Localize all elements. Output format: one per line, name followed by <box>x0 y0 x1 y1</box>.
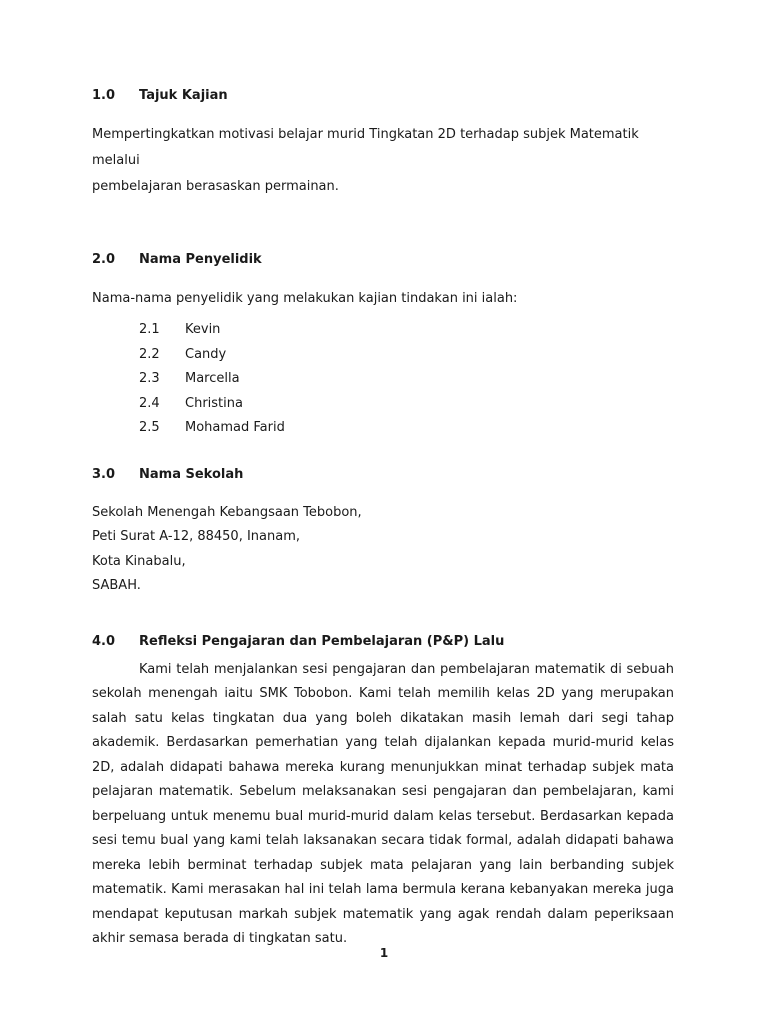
body-line: pembelajaran berasaskan permainan. <box>92 179 339 194</box>
section-2-heading <box>92 250 674 270</box>
section-1-body <box>92 122 674 200</box>
section-4-body: Kami telah menjalankan sesi pengajaran dan pembelajaran matematik di sebuah sekolah menengah iaitu SMK Tobobon. Kami telah memilih kelas 2D yang merupakan salah satu kelas tingkatan dua yang boleh dikatakan masih lemah dari segi tahap akademik. Berdasarkan pemerhatian yang telah dijalankan kepada murid-murid kelas 2D, adalah didapati bahawa mereka kurang menunjukkan minat terhadap subjek mata pelajaran matematik. Sebelum melaksanakan sesi pengajaran dan pembelajaran, kami berpeluang untuk menemu bual murid-murid dalam kelas tersebut. Berdasarkan kepada sesi temu bual yang kami telah laksanakan secara tidak formal, adalah didapati bahawa mereka lebih berminat terhadap subjek mata pelajaran yang lain berbanding subjek matematik. Kami merasakan hal ini telah lama bermula kerana kebanyakan mereka juga mendapat keputusan markah subjek matematik yang agak rendah dalam peperiksaan akhir semasa berada di tingkatan satu. <box>92 661 674 946</box>
page-number: 1 <box>379 946 389 960</box>
section-number: 2.0 <box>92 252 116 267</box>
section-1-heading <box>92 86 674 106</box>
document-page <box>92 86 674 952</box>
body-line: Mempertingkatkan motivasi belajar murid Tingkatan 2D terhadap subjek Matematik melalui <box>92 127 639 168</box>
address-line: Sekolah Menengah Kebangsaan Tebobon, <box>92 504 362 520</box>
list-item <box>139 343 674 368</box>
section-number: 4.0 <box>92 633 116 649</box>
list-item-number: 2.2 <box>139 346 160 362</box>
list-item <box>139 392 674 417</box>
section-number: 1.0 <box>92 88 116 103</box>
researcher-name: Candy <box>185 346 227 362</box>
list-item <box>139 416 674 441</box>
address-line: Peti Surat A-12, 88450, Inanam, <box>92 529 301 544</box>
list-item-number: 2.1 <box>139 322 160 337</box>
list-item-number: 2.3 <box>139 371 160 386</box>
list-item <box>139 367 674 392</box>
section-title: Nama Penyelidik <box>139 252 262 267</box>
list-item <box>139 318 674 343</box>
school-address <box>92 501 674 599</box>
section-title: Tajuk Kajian <box>139 88 228 103</box>
section-4-heading <box>92 632 674 652</box>
section-title: Nama Sekolah <box>139 466 244 482</box>
researcher-name: Marcella <box>185 371 240 386</box>
list-item-number: 2.4 <box>139 395 160 411</box>
address-line: Kota Kinabalu, <box>92 553 186 569</box>
researcher-name: Christina <box>185 395 243 411</box>
section-3-heading <box>92 465 674 485</box>
researcher-list <box>139 318 674 441</box>
section-number: 3.0 <box>92 466 116 482</box>
address-line: SABAH. <box>92 578 141 593</box>
section-title: Refleksi Pengajaran dan Pembelajaran (P&P) Lalu <box>139 633 505 649</box>
researcher-name: Kevin <box>185 322 221 337</box>
list-item-number: 2.5 <box>139 420 160 435</box>
researcher-name: Mohamad Farid <box>185 420 285 435</box>
section-2-intro: Nama-nama penyelidik yang melakukan kajian tindakan ini ialah: <box>92 291 518 306</box>
